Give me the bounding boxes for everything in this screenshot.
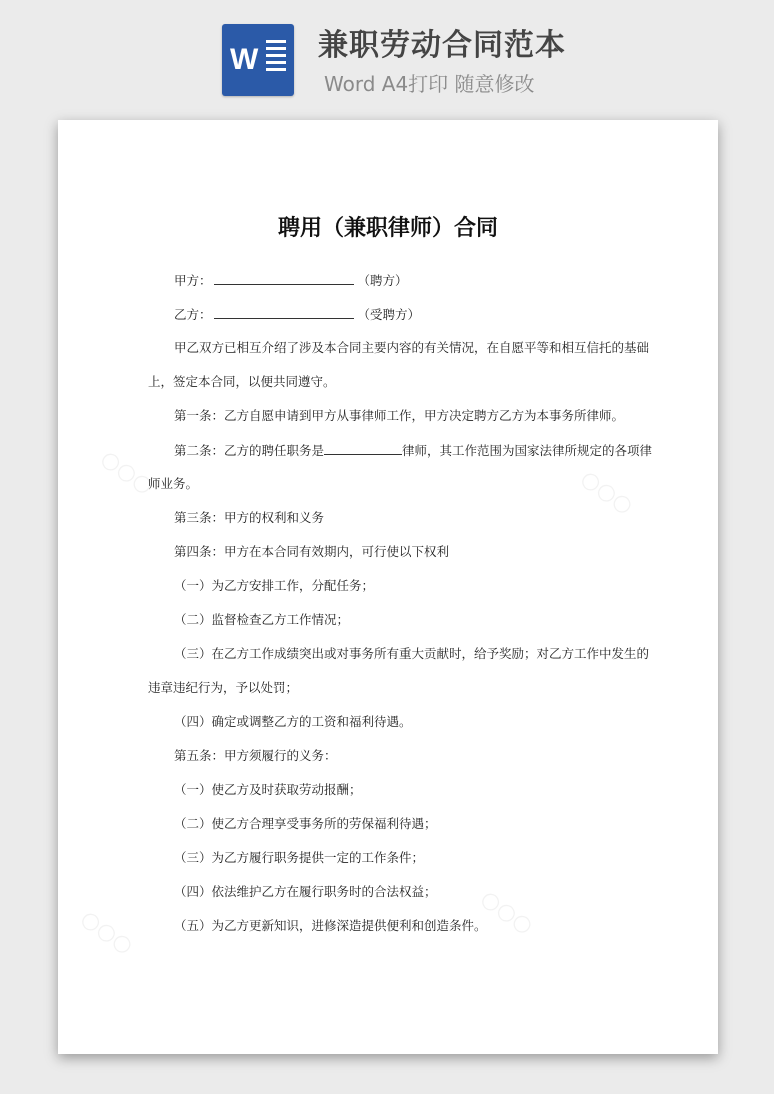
article-5: 第五条：甲方须履行的义务：: [174, 748, 337, 763]
party-a-blank: [214, 270, 354, 285]
article-3: 第三条：甲方的权利和义务: [174, 510, 325, 525]
article-4-item-1: （一）为乙方安排工作，分配任务；: [174, 578, 375, 593]
article-4: 第四条：甲方在本合同有效期内，可行使以下权利: [174, 544, 450, 559]
article-5-item-4: （四）依法维护乙方在履行职务时的合法权益；: [174, 884, 437, 899]
watermark-decoration: ○○○: [76, 905, 138, 960]
watermark-decoration: ○○○: [476, 885, 538, 940]
article-4-item-3-line-2: 违章违纪行为，予以处罚；: [148, 680, 299, 695]
article-2-suffix: 律师，其工作范围为国家法律所规定的各项律: [402, 443, 653, 458]
article-1: 第一条：乙方自愿申请到甲方从事律师工作，甲方决定聘方乙方为本事务所律师。: [174, 408, 625, 423]
article-2-line-1: [148, 440, 653, 474]
party-a-label: 甲方：: [174, 273, 212, 288]
document-body: [148, 270, 653, 950]
watermark-decoration: ○○○: [96, 445, 158, 500]
page-banner: [0, 0, 774, 118]
document-page: [58, 120, 718, 1054]
article-4-item-4: （四）确定或调整乙方的工资和福利待遇。: [174, 714, 412, 729]
watermark-decoration: ○○○: [576, 465, 638, 520]
article-2-blank: [324, 440, 402, 455]
article-2-prefix: 第二条：乙方的聘任职务是: [174, 443, 325, 458]
party-b-line: [148, 304, 644, 338]
article-4-item-2: （二）监督检查乙方工作情况；: [174, 612, 350, 627]
article-4-item-3-line-1: （三）在乙方工作成绩突出或对事务所有重大贡献时，给予奖励；对乙方工作中发生的: [174, 646, 650, 661]
word-icon-letter: W: [230, 43, 259, 76]
party-a-role: （聘方）: [357, 273, 408, 288]
article-5-item-1: （一）使乙方及时获取劳动报酬；: [174, 782, 362, 797]
article-2-line-2: 师业务。: [148, 476, 199, 491]
banner-title: 兼职劳动合同范本: [318, 28, 566, 63]
intro-line-1: 甲乙双方已相互介绍了涉及本合同主要内容的有关情况，在自愿平等和相互信托的基础: [174, 340, 650, 355]
word-icon-lines: [266, 40, 286, 80]
intro-line-2: 上，签定本合同，以便共同遵守。: [148, 374, 336, 389]
article-5-item-3: （三）为乙方履行职务提供一定的工作条件；: [174, 850, 425, 865]
document-title: 聘用（兼职律师）合同: [277, 216, 498, 241]
article-5-item-5: （五）为乙方更新知识，进修深造提供便利和创造条件。: [174, 918, 487, 933]
party-b-role: （受聘方）: [357, 307, 421, 322]
word-document-icon: [222, 24, 294, 96]
banner-subtitle: Word A4打印 随意修改: [324, 72, 535, 96]
article-5-item-2: （二）使乙方合理享受事务所的劳保福利待遇；: [174, 816, 437, 831]
party-b-label: 乙方：: [174, 307, 212, 322]
party-a-line: [148, 270, 644, 304]
party-b-blank: [214, 304, 354, 319]
